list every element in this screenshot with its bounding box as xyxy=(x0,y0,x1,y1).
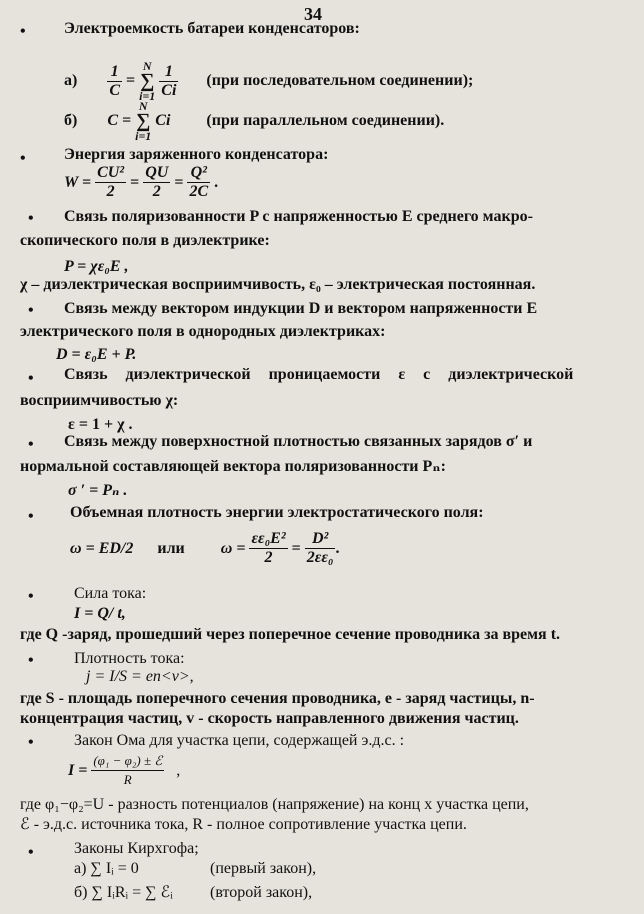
formula-current: I = Q/ t, xyxy=(74,605,126,622)
fraction: $\frac{\text{CU²}}{2}$ xyxy=(97,164,125,200)
bullet: • xyxy=(28,588,34,605)
bullet: • xyxy=(20,150,26,167)
formula-text: Ci xyxy=(155,112,171,129)
equals: = xyxy=(126,72,136,89)
formula-text: I = xyxy=(68,761,88,779)
formula-series xyxy=(64,60,473,102)
formula-text: . xyxy=(214,173,219,191)
formula-text: ω = xyxy=(220,539,246,557)
bullet: • xyxy=(20,23,26,40)
text-line: скопического поля в диэлектрике: xyxy=(20,232,270,249)
text-line: Объемная плотность энергии электростатического поля: xyxy=(70,504,484,521)
formula-kirchhoff-2: б) ∑ IᵢRᵢ = ∑ ℰᵢ xyxy=(74,884,173,901)
equals: = xyxy=(291,539,301,557)
formula-text: . xyxy=(335,539,340,557)
formula-permittivity: ε = 1 + χ . xyxy=(68,416,133,433)
bullet: • xyxy=(28,436,34,453)
formula-induction: D = ε₀E + P. xyxy=(56,346,137,363)
bullet: • xyxy=(28,652,34,669)
text-line: χ – диэлектрическая восприимчивость, ε₀ – электрическая постоянная. xyxy=(20,276,536,293)
formula-polarization: P = χε₀E , xyxy=(64,258,129,275)
formula-energy xyxy=(64,164,218,201)
equals: = xyxy=(174,173,184,191)
label-b: б) xyxy=(64,112,78,129)
formula-text: W = xyxy=(64,173,92,191)
fraction: $\frac{1}{C}$ xyxy=(109,62,120,99)
fraction: $\frac{\text{Q²}}{2C}$ xyxy=(189,164,209,200)
text-line: Закон Ома для участка цепи, содержащей э.д.с. : xyxy=(74,732,405,749)
sum-operator: N ∑ i=1 xyxy=(139,59,156,103)
text-line: (первый закон), xyxy=(210,860,317,877)
formula-current-density: j = I/S = en<v>, xyxy=(86,668,194,685)
text-line: (при параллельном соединении). xyxy=(206,112,445,129)
sum-operator: N ∑ i=1 xyxy=(135,99,152,143)
text-line: Сила тока: xyxy=(74,585,147,602)
fraction: $\frac{\text{(φ₁ − φ₂) ± ℰ}}{R}$ xyxy=(93,753,163,787)
bullet: • xyxy=(28,210,34,227)
text-line: Законы Кирхгофа; xyxy=(74,840,199,857)
text-line: Связь поляризованности P с напряженностью E среднего макро- xyxy=(64,208,533,225)
text-line: концентрация частиц, v - скорость направленного движения частиц. xyxy=(20,710,519,727)
formula-kirchhoff-1: а) ∑ Iᵢ = 0 xyxy=(74,860,139,877)
text-line: Связь между вектором индукции D и вектором напряженности E xyxy=(64,300,538,317)
bullet: • xyxy=(28,302,34,319)
text-line: или xyxy=(157,539,185,557)
fraction: $\frac{\text{εε₀E²}}{2}$ xyxy=(251,530,286,566)
fraction: $\frac{QU}{2}$ xyxy=(145,164,169,200)
fraction: $\frac{\text{D²}}{\text{2εε₀}}$ xyxy=(306,530,334,566)
text-line: нормальной составляющей вектора поляризованности Pₙ: xyxy=(20,458,446,475)
text-line: где Q -заряд, прошедший через поперечное сечение проводника за время t. xyxy=(20,626,561,643)
formula-text: ω = ED/2 xyxy=(70,539,134,557)
text-line: где S - площадь поперечного сечения проводника, e - заряд частицы, n- xyxy=(20,690,535,707)
formula-surface: σ ′ = Pₙ . xyxy=(68,482,128,499)
text-line: (второй закон), xyxy=(210,884,313,901)
text-line: Электроемкость батареи конденсаторов: xyxy=(64,20,360,37)
text-line: Энергия заряженного конденсатора: xyxy=(64,146,329,163)
text-line: электрического поля в однородных диэлектриках: xyxy=(20,323,386,340)
text-line: ℰ - э.д.с. источника тока, R - полное сопротивление участка цепи. xyxy=(20,816,467,833)
fraction: $\frac{1}{Ci}$ xyxy=(161,62,177,99)
bullet: • xyxy=(28,508,34,525)
text-line: Плотность тока: xyxy=(74,650,185,667)
text-line: Связь между поверхностной плотностью связанных зарядов σ′ и xyxy=(64,433,533,450)
text-line: восприимчивостью χ: xyxy=(20,392,179,409)
text-line: (при последовательном соединении); xyxy=(206,72,474,89)
page-number: 34 xyxy=(304,4,322,24)
bullet: • xyxy=(28,370,34,387)
formula-parallel xyxy=(64,100,444,142)
formula-energy-density xyxy=(70,530,339,567)
bullet: • xyxy=(28,734,34,751)
text-line: где φ₁−φ₂=U - разность потенциалов (напряжение) на конц х участка цепи, xyxy=(20,796,529,813)
bullet: • xyxy=(28,844,34,861)
formula-text: C = xyxy=(107,112,132,129)
formula-ohm xyxy=(68,752,180,789)
text-line: Связь диэлектрической проницаемости ε с диэлектрической xyxy=(64,366,574,383)
equals: = xyxy=(130,173,140,191)
formula-text: , xyxy=(176,761,181,779)
label-a: а) xyxy=(64,72,78,89)
